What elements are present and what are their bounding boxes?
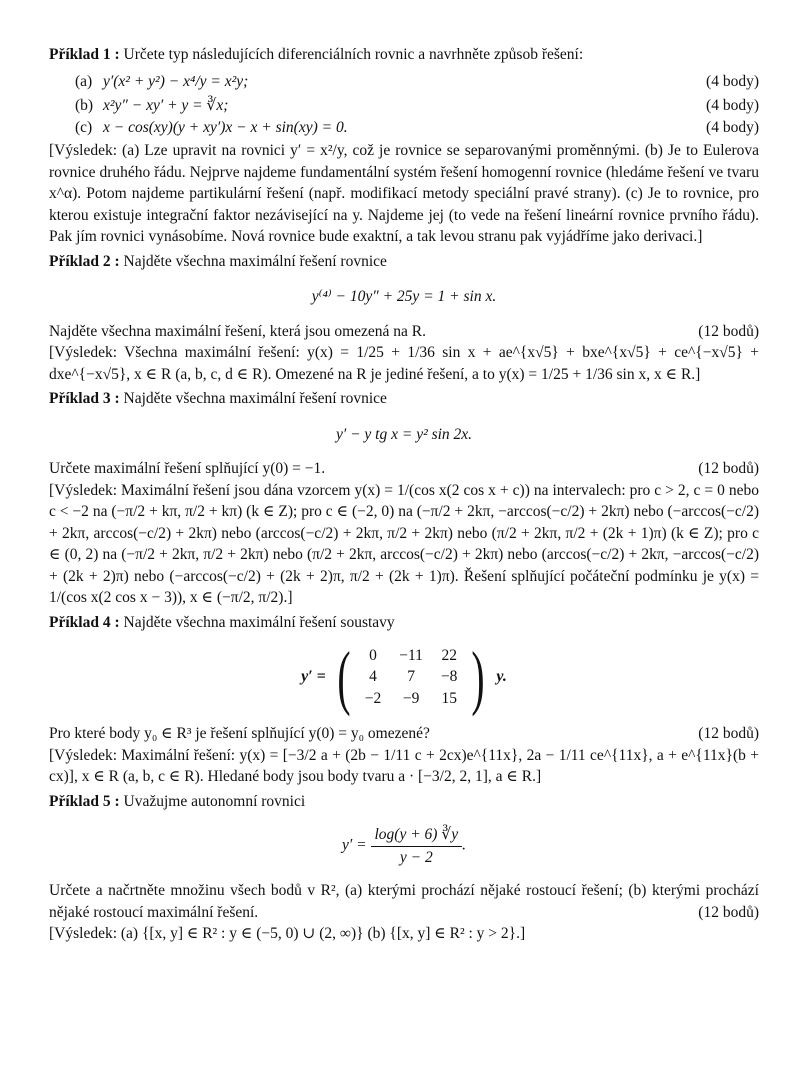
problem-2 <box>49 251 759 273</box>
problem-5-points: (12 bodů) <box>698 903 759 921</box>
matrix-cell: 15 <box>441 689 457 707</box>
problem-5-intro: Uvažujme autonomní rovnici <box>123 792 306 810</box>
problem-2-points: (12 bodů) <box>698 322 759 340</box>
item-equation: x − cos(xy)(y + xy′)x − x + sin(xy) = 0. <box>103 118 348 136</box>
problem-1-heading: Příklad 1 : <box>49 46 120 63</box>
item-label: (c) <box>75 118 93 136</box>
item-equation: y′(x² + y²) − x⁴/y = x²y; <box>103 72 249 90</box>
problem-4-points: (12 bodů) <box>698 725 759 742</box>
problem-3-points: (12 bodů) <box>698 460 759 477</box>
matrix-cell: 4 <box>369 668 377 686</box>
item-points: (4 body) <box>706 118 759 136</box>
system-lhs: y′ = <box>301 668 326 686</box>
equation-end: . <box>462 836 466 854</box>
problem-3-intro: Najděte všechna maximální řešení rovnice <box>123 390 387 407</box>
matrix-row <box>356 645 467 667</box>
problem-3-task: Určete maximální řešení splňující y(0) = −1. <box>49 460 326 477</box>
problem-5-heading: Příklad 5 : <box>49 792 120 810</box>
fraction-denominator: y − 2 <box>399 848 433 866</box>
problem-5-task-text: Určete a načrtněte množinu všech bodů v R², (a) kterými prochází nějaké rostoucí řešení; (b) kterými prochází nějaké rostoucí maximální řešení. <box>49 882 759 921</box>
problem-1-result: [Výsledek: (a) Lze upravit na rovnici y′ = x²/y, což je rovnice se separovanými proměnnými. (b) Je to Eulerova rovnice druhého řádu. Nejprve najdeme fundamentální systém řešení homogenní rovnice (hledáme řešení ve tvaru x^α). Potom najdeme partikulární řešení (např. modifikací metody speciální pravé strany). (c) Je to rovnice, pro kterou existuje integrační faktor nezávisející na y. Najdeme jej (to vede na řešení lineární rovnice prvního řádu). Pak jím rovnici vynásobíme. Nová rovnice bude exaktní, a tak levou stranu pak vyjádříme jako derivaci.] <box>49 142 759 245</box>
problem-1-item-b <box>49 95 759 117</box>
problem-1-intro: Určete typ následujících diferenciálních rovnic a navrhněte způsob řešení: <box>123 46 584 63</box>
problem-1-item-c <box>49 117 759 139</box>
problem-4-heading: Příklad 4 : <box>49 613 120 631</box>
right-paren: ) <box>471 637 486 717</box>
matrix-cell: −9 <box>402 689 420 707</box>
problem-4-task: Pro které body y₀ ∈ R³ je řešení splňující y(0) = y₀ omezené? <box>49 725 430 742</box>
problem-5-task <box>49 880 759 923</box>
equation-lhs: y′ = <box>342 836 367 854</box>
matrix-cell: −8 <box>440 668 458 686</box>
problem-3-heading: Příklad 3 : <box>49 390 120 407</box>
problem-1-item-a <box>49 71 759 93</box>
matrix-cell: −11 <box>399 646 423 664</box>
matrix-cell: 7 <box>407 668 415 686</box>
item-label: (b) <box>75 97 94 114</box>
matrix-cell: 22 <box>441 646 457 664</box>
problem-4 <box>49 612 759 634</box>
equation-fraction <box>371 824 463 868</box>
problem-1 <box>49 44 759 66</box>
problem-2-task-row <box>49 321 759 343</box>
matrix-cell: 0 <box>369 646 377 664</box>
problem-3-task-row <box>49 458 759 480</box>
item-points: (4 body) <box>706 97 759 114</box>
item-label: (a) <box>75 72 93 90</box>
problem-2-task: Najděte všechna maximální řešení, která jsou omezená na R. <box>49 322 427 340</box>
problem-2-intro: Najděte všechna maximální řešení rovnice <box>123 252 387 270</box>
coefficient-matrix <box>356 645 467 710</box>
problem-2-result: [Výsledek: Všechna maximální řešení: y(x) = 1/25 + 1/36 sin x + ae^{x√5} + bxe^{x√5} + ce^{−x√5} + dxe^{−x√5}, x ∈ R (a, b, c, d ∈ R). Omezené na R je jediné řešení, a to y(x) = 1/25 + 1/36 sin x, x ∈ R.] <box>49 344 759 383</box>
left-paren: ( <box>337 637 351 717</box>
item-points: (4 body) <box>706 72 759 90</box>
problem-5-result: [Výsledek: (a) {[x, y] ∈ R² : y ∈ (−5, 0) ∪ (2, ∞)} (b) {[x, y] ∈ R² : y > 2}.] <box>49 925 526 942</box>
problem-4-intro: Najděte všechna maximální řešení soustavy <box>123 613 395 631</box>
fraction-numerator: log(y + 6) ∛y <box>371 824 463 847</box>
document-page <box>49 43 759 945</box>
problem-3-result: [Výsledek: Maximální řešení jsou dána vzorcem y(x) = 1/(cos x(2 cos x + c)) na intervalech: pro c > 2, c = 0 nebo c < −2 na (−π/2 + kπ, π/2 + kπ) (k ∈ Z); pro c ∈ (−2, 0) na (−π/2 + 2kπ, −arccos(−c/2) + 2kπ) nebo (−arccos(−c/2) + 2kπ, arccos(−c/2) + 2kπ) nebo (arccos(−c/2) + 2kπ, π/2 + 2kπ) nebo (π/2 + 2kπ, π/2 + (2k + 1)π) (k ∈ Z); pro c ∈ (0, 2) na (−π/2 + 2kπ, π/2 + 2kπ) nebo (π/2 + 2kπ, arccos(−c/2) + 2kπ) nebo (arccos(−c/2) + 2kπ, −arccos(−c/2) + (2k + 2)π) nebo (−arccos(−c/2) + (2k + 2)π, π/2 + (2k + 1)π). Řešení splňující počáteční podmínku je y(x) = 1/(cos x(2 cos x − 3)), x ∈ (−π/2, π/2).] <box>49 481 759 606</box>
problem-2-heading: Příklad 2 : <box>49 252 120 270</box>
matrix-row <box>356 666 467 688</box>
matrix-cell: −2 <box>364 689 382 707</box>
problem-3 <box>49 388 759 410</box>
problem-3-equation: y′ − y tg x = y² sin 2x. <box>335 425 473 443</box>
system-rhs: y. <box>496 668 507 686</box>
problem-5 <box>49 791 759 813</box>
problem-2-equation: y⁽⁴⁾ − 10y″ + 25y = 1 + sin x. <box>311 288 497 305</box>
problem-4-result: [Výsledek: Maximální řešení: y(x) = [−3/2 a + (2b − 1/11 c + 2cx)e^{11x}, 2a − 1/11 ce^{11x}, a + e^{11x}(b + cx)], x ∈ R (a, b, c ∈ R). Hledané body jsou body tvaru a · [−3/2, 2, 1], a ∈ R.] <box>49 746 759 785</box>
problem-4-system <box>49 637 759 717</box>
item-equation: x²y″ − xy′ + y = ∛x; <box>103 97 229 114</box>
problem-4-task-row <box>49 723 759 745</box>
problem-5-equation <box>49 824 759 868</box>
matrix-row <box>356 688 467 710</box>
